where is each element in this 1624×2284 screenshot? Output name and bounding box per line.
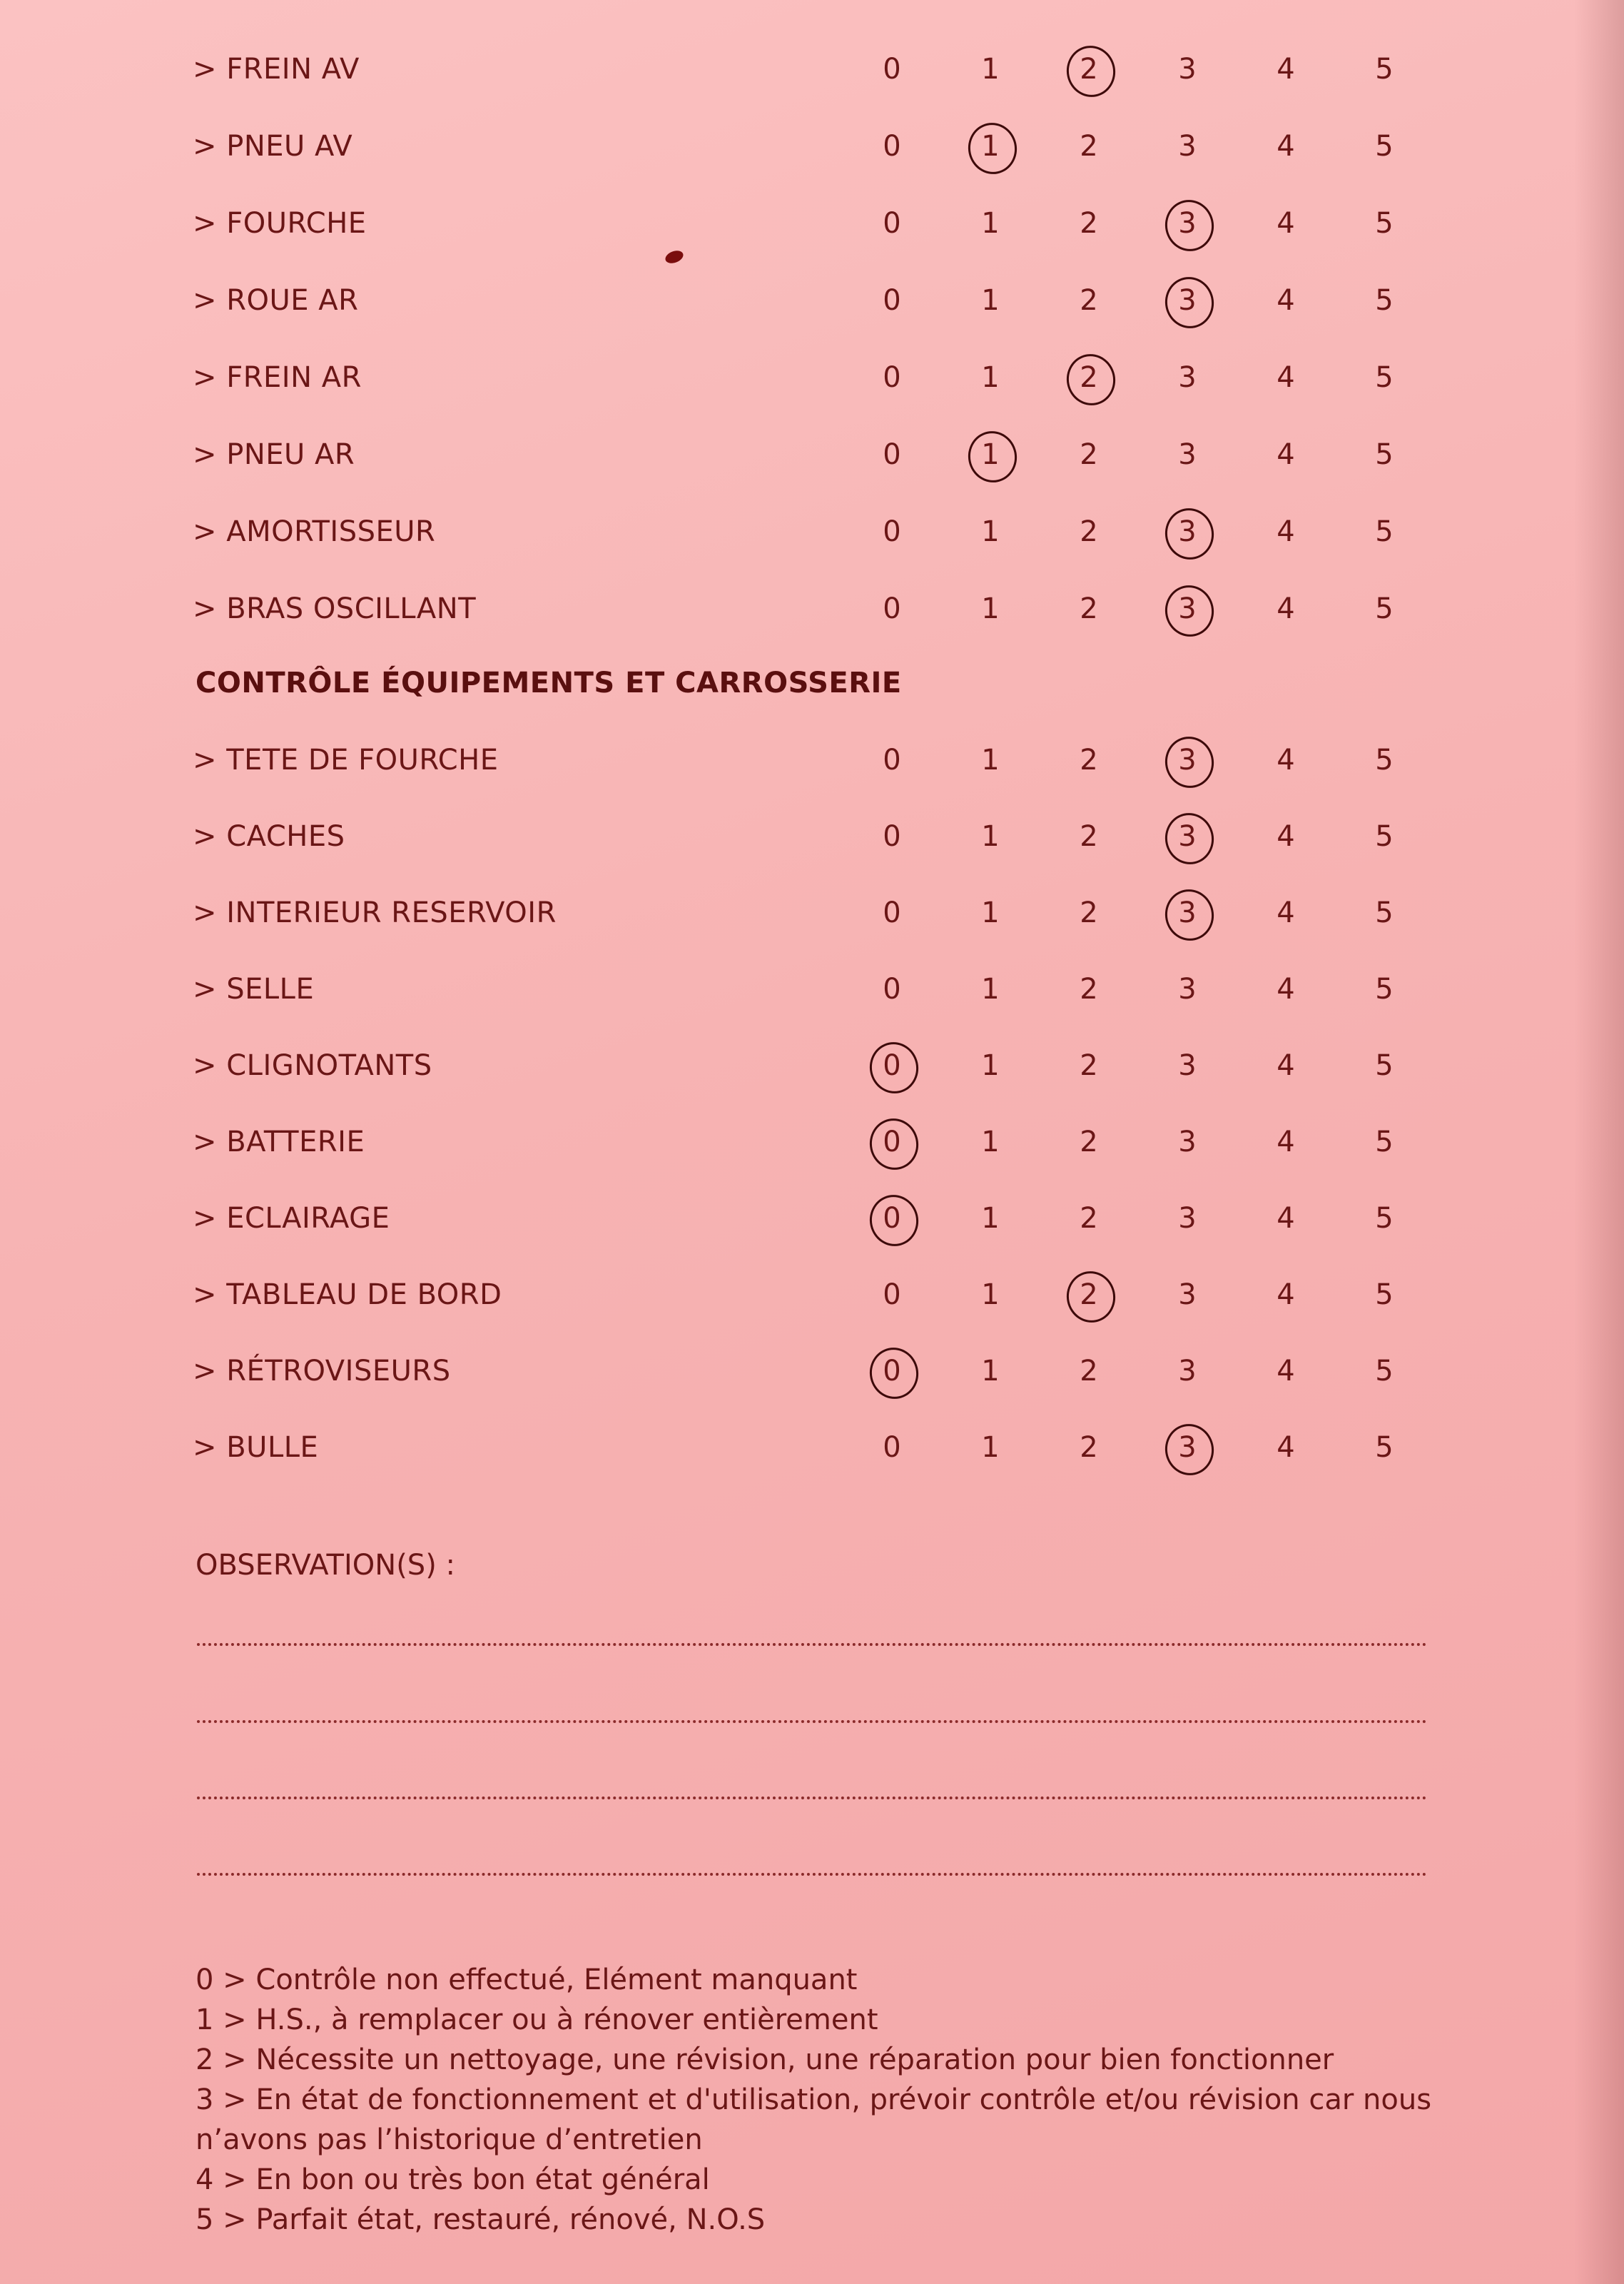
item-label: > RÉTROVISEURS	[193, 1355, 451, 1388]
score-option[interactable]: 0	[883, 207, 901, 240]
score-option[interactable]: 0	[883, 1431, 901, 1464]
score-option-selected[interactable]: 3	[1159, 744, 1216, 777]
score-option[interactable]: 4	[1277, 515, 1295, 548]
score-option[interactable]: 0	[883, 592, 901, 625]
score-option[interactable]: 4	[1277, 896, 1295, 929]
score-option[interactable]: 0	[883, 820, 901, 853]
score-option[interactable]: 2	[1080, 896, 1098, 929]
score-option[interactable]: 5	[1375, 130, 1394, 163]
score-option[interactable]: 2	[1080, 130, 1098, 163]
score-option-selected[interactable]: 0	[863, 1355, 920, 1388]
score-option[interactable]: 3	[1178, 1355, 1197, 1388]
item-label: > SELLE	[193, 973, 315, 1006]
score-option[interactable]: 1	[981, 820, 1000, 853]
score-option[interactable]: 4	[1277, 1278, 1295, 1311]
score-option[interactable]: 0	[883, 896, 901, 929]
score-option-selected[interactable]: 3	[1159, 592, 1216, 625]
score-option[interactable]: 5	[1375, 1202, 1394, 1235]
score-option[interactable]: 0	[883, 1278, 901, 1311]
score-option-selected[interactable]: 3	[1159, 284, 1216, 317]
section-title: CONTRÔLE ÉQUIPEMENTS ET CARROSSERIE	[196, 667, 902, 699]
item-label: > CLIGNOTANTS	[193, 1049, 432, 1082]
score-option[interactable]: 5	[1375, 820, 1394, 853]
legend-line: 3 > En état de fonctionnement et d'utilisation, prévoir contrôle et/ou révision car nous	[196, 2083, 1432, 2116]
observation-line[interactable]	[197, 1643, 1427, 1646]
item-label: > TABLEAU DE BORD	[193, 1278, 502, 1311]
score-option[interactable]: 4	[1277, 820, 1295, 853]
score-option[interactable]: 3	[1178, 973, 1197, 1006]
score-option[interactable]: 4	[1277, 207, 1295, 240]
score-option[interactable]: 5	[1375, 1126, 1394, 1158]
item-label: > FREIN AR	[193, 361, 362, 394]
rating-legend	[196, 1960, 1466, 2240]
score-option-selected[interactable]: 1	[962, 438, 1019, 471]
score-option[interactable]: 4	[1277, 973, 1295, 1006]
score-option[interactable]: 4	[1277, 744, 1295, 777]
score-option[interactable]: 2	[1080, 1431, 1098, 1464]
score-option[interactable]: 0	[883, 130, 901, 163]
score-option[interactable]: 0	[883, 361, 901, 394]
item-label: > PNEU AR	[193, 438, 355, 471]
score-option-selected[interactable]: 0	[863, 1049, 920, 1082]
score-option[interactable]: 4	[1277, 1431, 1295, 1464]
score-option[interactable]: 2	[1080, 1049, 1098, 1082]
score-option[interactable]: 4	[1277, 130, 1295, 163]
page-edge-shadow	[1574, 0, 1624, 2284]
score-option[interactable]: 5	[1375, 1278, 1394, 1311]
score-option[interactable]: 3	[1178, 1202, 1197, 1235]
score-option[interactable]: 1	[981, 744, 1000, 777]
score-option[interactable]: 2	[1080, 1202, 1098, 1235]
score-option[interactable]: 4	[1277, 1126, 1295, 1158]
observations-label: OBSERVATION(S) :	[196, 1549, 455, 1582]
checklist-row	[193, 1039, 1477, 1096]
item-label: > FREIN AV	[193, 53, 360, 86]
score-option[interactable]: 1	[981, 1355, 1000, 1388]
item-label: > TETE DE FOURCHE	[193, 744, 499, 777]
checklist-row	[193, 197, 1477, 254]
checklist-row	[193, 886, 1477, 944]
score-option[interactable]: 3	[1178, 1049, 1197, 1082]
score-option[interactable]: 2	[1080, 1355, 1098, 1388]
checklist-row	[193, 351, 1477, 408]
score-option[interactable]: 3	[1178, 1278, 1197, 1311]
score-option[interactable]: 5	[1375, 438, 1394, 471]
score-option[interactable]: 5	[1375, 53, 1394, 86]
checklist-row	[193, 810, 1477, 867]
item-label: > BATTERIE	[193, 1126, 365, 1158]
score-option-selected[interactable]: 3	[1159, 1431, 1216, 1464]
checklist-row	[193, 1268, 1477, 1325]
score-option-selected[interactable]: 3	[1159, 820, 1216, 853]
score-option[interactable]: 1	[981, 53, 1000, 86]
legend-line: n’avons pas l’historique d’entretien	[196, 2123, 703, 2156]
score-option[interactable]: 5	[1375, 284, 1394, 317]
checklist-row	[193, 1345, 1477, 1402]
score-option[interactable]: 1	[981, 207, 1000, 240]
checklist-row	[193, 963, 1477, 1020]
score-option[interactable]: 3	[1178, 1126, 1197, 1158]
score-option[interactable]: 5	[1375, 896, 1394, 929]
score-option[interactable]: 4	[1277, 438, 1295, 471]
item-label: > INTERIEUR RESERVOIR	[193, 896, 557, 929]
score-option[interactable]: 0	[883, 515, 901, 548]
score-option[interactable]: 5	[1375, 1355, 1394, 1388]
score-option[interactable]: 2	[1080, 820, 1098, 853]
item-label: > ECLAIRAGE	[193, 1202, 390, 1235]
checklist-row	[193, 274, 1477, 331]
score-option-selected[interactable]: 0	[863, 1126, 920, 1158]
checklist-row	[193, 43, 1477, 100]
legend-line: 2 > Nécessite un nettoyage, une révision, une réparation pour bien fonctionner	[196, 2043, 1334, 2076]
score-option[interactable]: 1	[981, 973, 1000, 1006]
score-option[interactable]: 5	[1375, 515, 1394, 548]
score-option[interactable]: 5	[1375, 592, 1394, 625]
score-option[interactable]: 1	[981, 592, 1000, 625]
score-option[interactable]: 2	[1080, 207, 1098, 240]
score-option[interactable]: 2	[1080, 973, 1098, 1006]
score-option[interactable]: 1	[981, 896, 1000, 929]
legend-line: 1 > H.S., à remplacer ou à rénover entièrement	[196, 2003, 878, 2036]
legend-line: 5 > Parfait état, restauré, rénové, N.O.S	[196, 2203, 766, 2236]
score-option[interactable]: 1	[981, 1278, 1000, 1311]
score-option[interactable]: 5	[1375, 361, 1394, 394]
score-option[interactable]: 2	[1080, 1126, 1098, 1158]
score-option[interactable]: 1	[981, 1431, 1000, 1464]
score-option[interactable]: 0	[883, 53, 901, 86]
observation-line[interactable]	[197, 1797, 1427, 1799]
checklist-row	[193, 120, 1477, 177]
score-option[interactable]: 0	[883, 284, 901, 317]
score-option[interactable]: 5	[1375, 744, 1394, 777]
item-label: > BRAS OSCILLANT	[193, 592, 477, 625]
score-option[interactable]: 5	[1375, 973, 1394, 1006]
item-label: > FOURCHE	[193, 207, 367, 240]
score-option[interactable]: 4	[1277, 1355, 1295, 1388]
score-option[interactable]: 1	[981, 1202, 1000, 1235]
score-option-selected[interactable]: 3	[1159, 207, 1216, 240]
checklist-row	[193, 505, 1477, 562]
score-option[interactable]: 1	[981, 1049, 1000, 1082]
score-option[interactable]: 4	[1277, 592, 1295, 625]
score-option[interactable]: 2	[1080, 592, 1098, 625]
score-option-selected[interactable]: 2	[1060, 361, 1117, 394]
score-option-selected[interactable]: 0	[863, 1202, 920, 1235]
score-option[interactable]: 3	[1178, 361, 1197, 394]
score-option-selected[interactable]: 3	[1159, 896, 1216, 929]
legend-line: 4 > En bon ou très bon état général	[196, 2163, 710, 2196]
legend-line: 0 > Contrôle non effectué, Elément manquant	[196, 1964, 858, 1996]
score-option[interactable]: 1	[981, 361, 1000, 394]
checklist-row	[193, 582, 1477, 640]
score-option[interactable]: 2	[1080, 284, 1098, 317]
checklist-row	[193, 428, 1477, 485]
score-option[interactable]: 0	[883, 744, 901, 777]
score-option-selected[interactable]: 2	[1060, 53, 1117, 86]
score-option[interactable]: 2	[1080, 515, 1098, 548]
score-option[interactable]: 1	[981, 515, 1000, 548]
checklist-row	[193, 1421, 1477, 1478]
score-option[interactable]: 3	[1178, 53, 1197, 86]
score-option[interactable]: 3	[1178, 438, 1197, 471]
score-option[interactable]: 2	[1080, 438, 1098, 471]
score-option[interactable]: 5	[1375, 1431, 1394, 1464]
score-option[interactable]: 0	[883, 438, 901, 471]
score-option[interactable]: 1	[981, 1126, 1000, 1158]
item-label: > BULLE	[193, 1431, 319, 1464]
score-option[interactable]: 4	[1277, 1202, 1295, 1235]
score-option[interactable]: 0	[883, 973, 901, 1006]
score-option[interactable]: 5	[1375, 1049, 1394, 1082]
score-option[interactable]: 5	[1375, 207, 1394, 240]
score-option-selected[interactable]: 2	[1060, 1278, 1117, 1311]
checklist-row	[193, 1116, 1477, 1173]
score-option-selected[interactable]: 1	[962, 130, 1019, 163]
score-option[interactable]: 4	[1277, 361, 1295, 394]
item-label: > CACHES	[193, 820, 345, 853]
score-option[interactable]: 3	[1178, 130, 1197, 163]
item-label: > PNEU AV	[193, 130, 353, 163]
observation-line[interactable]	[197, 1873, 1427, 1876]
score-option[interactable]: 2	[1080, 744, 1098, 777]
observation-line[interactable]	[197, 1720, 1427, 1723]
item-label: > AMORTISSEUR	[193, 515, 436, 548]
checklist-row	[193, 1192, 1477, 1249]
score-option-selected[interactable]: 3	[1159, 515, 1216, 548]
score-option[interactable]: 4	[1277, 284, 1295, 317]
score-option[interactable]: 4	[1277, 1049, 1295, 1082]
score-option[interactable]: 1	[981, 284, 1000, 317]
checklist-row	[193, 734, 1477, 791]
item-label: > ROUE AR	[193, 284, 359, 317]
score-option[interactable]: 4	[1277, 53, 1295, 86]
